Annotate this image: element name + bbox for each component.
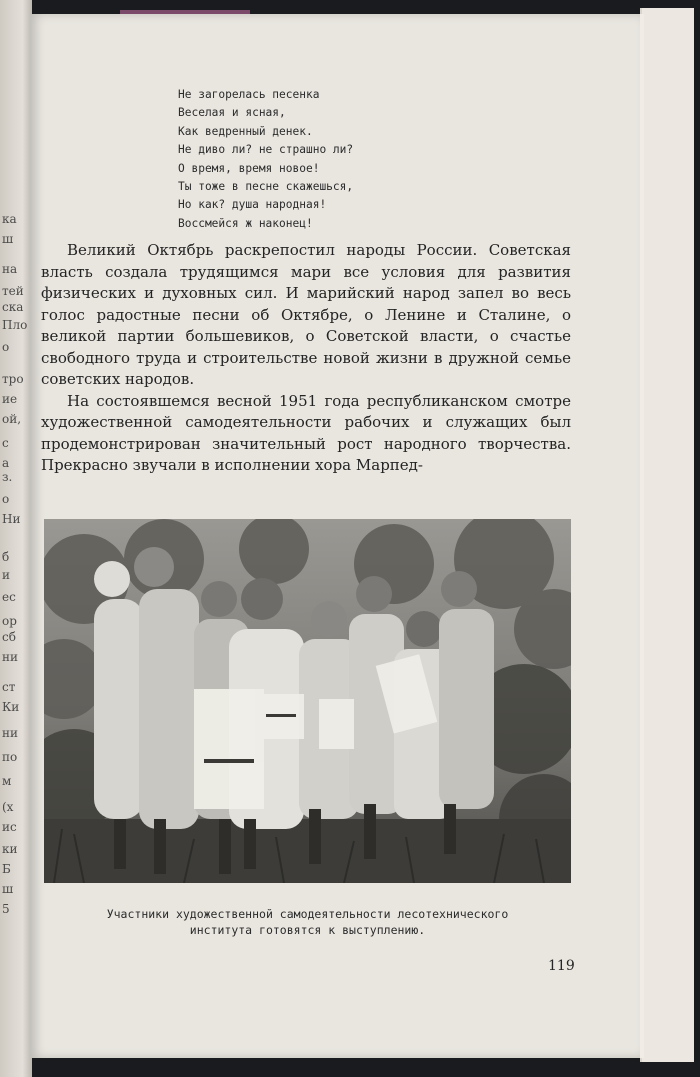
- page-number: 119: [548, 958, 575, 974]
- poem-line: Но как? душа народная!: [178, 198, 327, 212]
- left-page-text-fragment: по: [2, 750, 18, 764]
- left-page-text-fragment: 5: [2, 902, 10, 916]
- left-page-text-fragment: тро: [2, 372, 24, 386]
- left-page-text-fragment: а: [2, 456, 10, 470]
- photo-caption: [44, 906, 571, 938]
- left-page-text-fragment: ие: [2, 392, 18, 406]
- left-page-text-fragment: б: [2, 550, 10, 564]
- left-page-text-fragment: з.: [2, 470, 13, 484]
- group-photo: [44, 519, 571, 883]
- left-page-text-fragment: ска: [2, 300, 24, 314]
- poem-stanza: [178, 86, 353, 233]
- poem-line: О время, время новое!: [178, 161, 320, 175]
- left-page-text-fragment: ой,: [2, 412, 22, 426]
- left-page-margin: [0, 0, 32, 1077]
- left-page-text-fragment: Б: [2, 862, 11, 876]
- poem-line: Воссмейся ж наконец!: [178, 216, 313, 230]
- left-page-text-fragment: ш: [2, 882, 14, 896]
- left-page-text-fragment: тей: [2, 284, 24, 298]
- left-page-text-fragment: ор: [2, 614, 17, 628]
- left-page-text-fragment: с: [2, 436, 9, 450]
- poem-line: Не загорелась песенка: [178, 88, 320, 101]
- caption-line: института готовятся к выступлению.: [189, 923, 426, 937]
- body-text: [41, 240, 571, 477]
- paragraph: На состоявшемся весной 1951 года республиканском смотре художественной самодеятельности рабочих и служащих был продемонстрирован значительный рост народного творчества. Прекрасно звучали в исполнении хора Марпед-: [41, 391, 571, 474]
- left-page-text-fragment: ни: [2, 650, 18, 664]
- left-page-text-fragment: ка: [2, 212, 17, 226]
- left-page-text-fragment: ки: [2, 842, 18, 856]
- left-page-text-fragment: Ки: [2, 700, 20, 714]
- book-page: [30, 14, 640, 1058]
- left-page-text-fragment: на: [2, 262, 18, 276]
- left-page-text-fragment: сб: [2, 630, 16, 644]
- left-page-text-fragment: ш: [2, 232, 14, 246]
- poem-line: Не диво ли? не страшно ли?: [178, 143, 354, 157]
- left-page-text-fragment: ис: [2, 820, 17, 834]
- left-page-text-fragment: Ни: [2, 512, 21, 526]
- poem-line: Веселая и ясная,: [178, 106, 286, 120]
- caption-line: Участники художественной самодеятельности лесотехнического: [106, 907, 509, 921]
- left-page-text-fragment: Пло: [2, 318, 28, 332]
- photo-figures-image: [44, 519, 571, 883]
- paragraph: Великий Октябрь раскрепостил народы России. Советская власть создала трудящимся мари все условия для развития физических и духовных сил. И марийский народ запел во весь голос радостные песни об Октябре, о Ленине и Сталине, о великой партии большевиков, о Советской власти, о счастье свободного труда и строительстве новой жизни в дружной семье советских народов.: [41, 241, 571, 388]
- left-page-text-fragment: ст: [2, 680, 16, 694]
- left-page-text-fragment: о: [2, 492, 10, 506]
- left-page-text-fragment: м: [2, 774, 12, 788]
- left-page-text-fragment: и: [2, 568, 10, 582]
- left-page-text-fragment: (х: [2, 800, 14, 814]
- poem-line: Ты тоже в песне скажешься,: [178, 180, 354, 194]
- left-page-text-fragment: ни: [2, 726, 18, 740]
- left-page-text-fragment: о: [2, 340, 10, 354]
- left-page-text-fragment: ес: [2, 590, 16, 604]
- poem-line: Как ведренный денек.: [178, 124, 313, 138]
- back-page-edge: [640, 8, 694, 1062]
